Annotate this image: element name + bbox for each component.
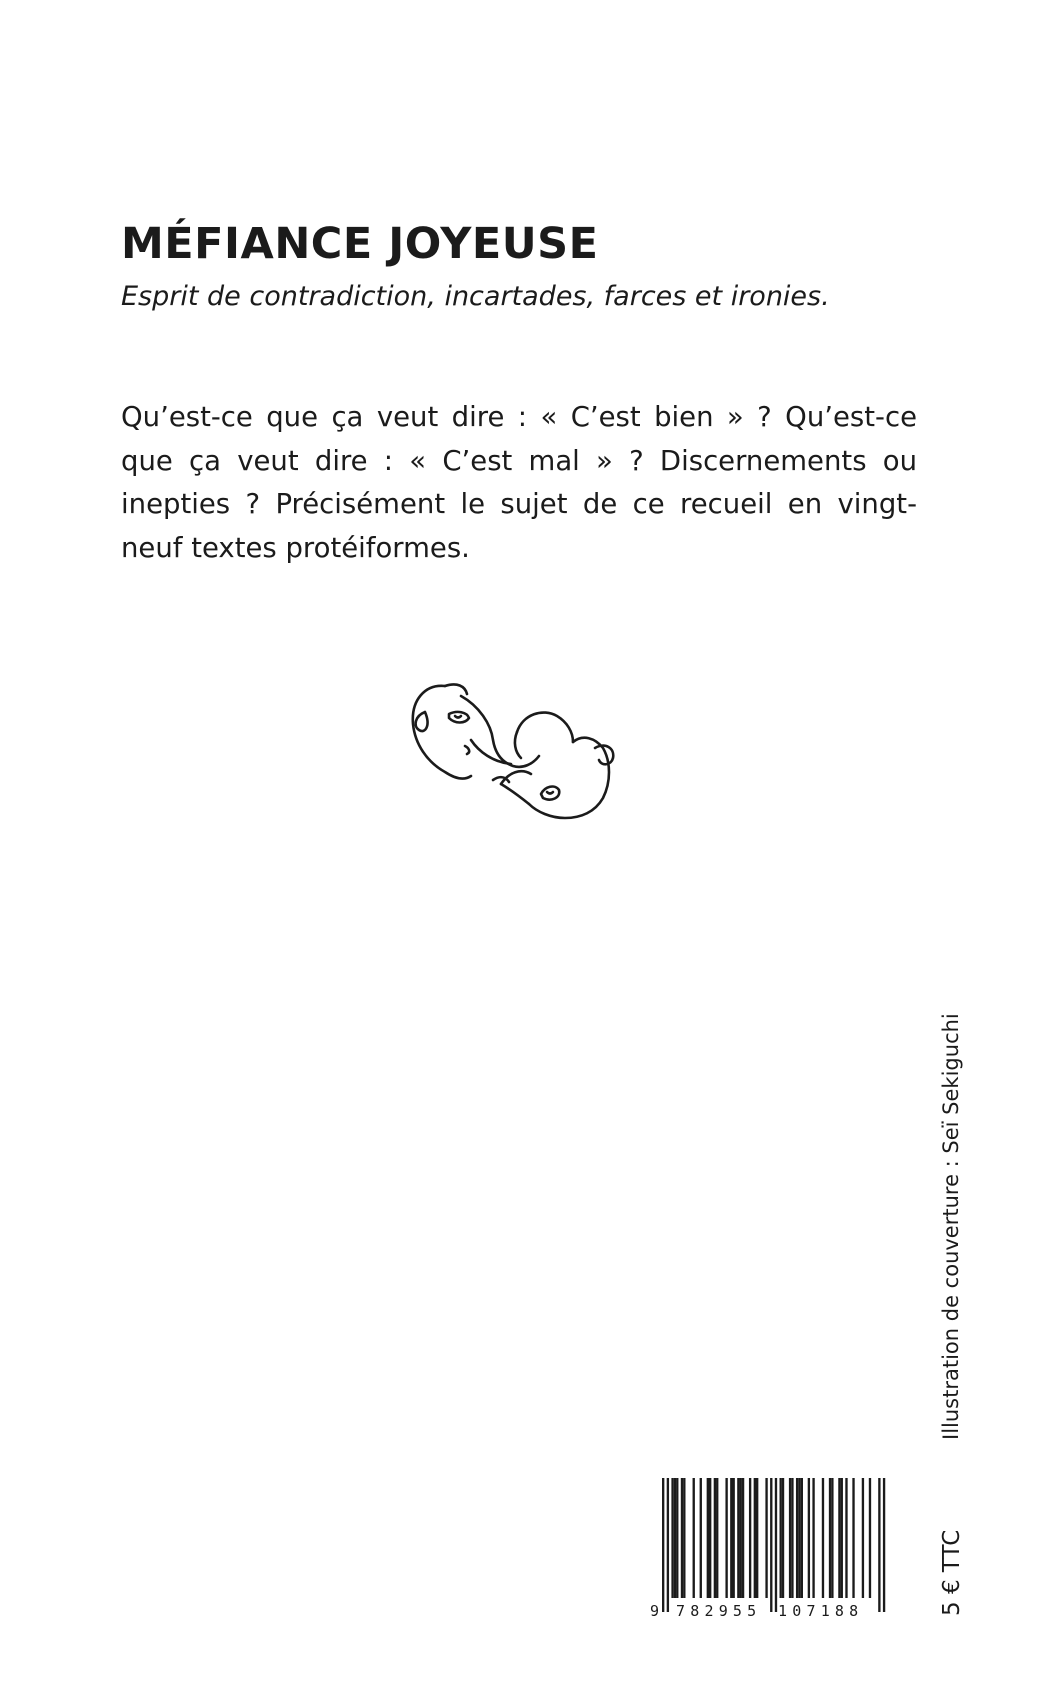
barcode-bar <box>765 1478 767 1598</box>
barcode-bar <box>733 1478 735 1598</box>
barcode-bar <box>709 1478 711 1598</box>
barcode-bar <box>801 1478 803 1598</box>
barcode-bar <box>737 1478 739 1598</box>
barcode-bar <box>812 1478 814 1598</box>
barcode-bar <box>662 1478 664 1612</box>
barcode-bar <box>852 1478 854 1598</box>
barcode-bar <box>714 1478 716 1598</box>
barcode-bar <box>791 1478 793 1598</box>
barcode-bar <box>878 1478 880 1612</box>
barcode-bar <box>770 1478 772 1612</box>
barcode-bar <box>681 1478 683 1598</box>
barcode-bar <box>841 1478 843 1598</box>
barcode-bar <box>869 1478 871 1598</box>
book-title: MÉFIANCE JOYEUSE <box>121 219 599 269</box>
barcode-bar <box>700 1478 702 1598</box>
barcode-bar <box>671 1478 673 1598</box>
barcode-bar <box>829 1478 831 1598</box>
barcode-bar <box>676 1478 678 1598</box>
barcode-bar <box>822 1478 824 1598</box>
barcode-bar <box>756 1478 758 1598</box>
barcode-bar <box>831 1478 833 1598</box>
barcode-first-digit: 9 <box>650 1602 660 1620</box>
barcode-bar <box>782 1478 784 1598</box>
barcode-bar <box>707 1478 709 1598</box>
price-label: 5 € TTC <box>939 1529 965 1616</box>
two-faces-line-drawing-icon <box>405 672 637 872</box>
barcode-bar <box>683 1478 685 1598</box>
barcode-bar <box>780 1478 782 1598</box>
barcode-right-digits: 107188 <box>778 1602 864 1620</box>
barcode-bar <box>674 1478 676 1598</box>
barcode-bar <box>789 1478 791 1598</box>
barcode-bar <box>796 1478 798 1598</box>
barcode-bar <box>775 1478 777 1612</box>
barcode-bar <box>667 1478 669 1612</box>
barcode-bar <box>725 1478 727 1598</box>
book-subtitle: Esprit de contradiction, incartades, farces et ironies. <box>121 281 830 312</box>
barcode-bar <box>808 1478 810 1598</box>
book-blurb: Qu’est-ce que ça veut dire : « C’est bien » ? Qu’est-ce que ça veut dire : « C’est mal » ? Discernements ou inepties ? Précisément le sujet de ce recueil en vingt-neuf textes protéiformes. <box>121 401 917 564</box>
barcode-bar <box>883 1478 885 1612</box>
barcode-bar <box>754 1478 756 1598</box>
barcode-block <box>632 1460 924 1630</box>
barcode-bar <box>716 1478 718 1598</box>
barcode-bar <box>693 1478 695 1598</box>
barcode-bar <box>862 1478 864 1598</box>
barcode-bar <box>740 1478 742 1598</box>
cover-illustration-credit: Illustration de couverture : Seï Sekiguchi <box>939 1013 963 1440</box>
barcode-bar <box>798 1478 800 1598</box>
barcode-bar <box>838 1478 840 1598</box>
barcode-bar <box>749 1478 751 1598</box>
barcode-bar <box>845 1478 847 1598</box>
barcode-left-digits: 782955 <box>676 1602 762 1620</box>
barcode-bar <box>730 1478 732 1598</box>
barcode-bar <box>742 1478 744 1598</box>
